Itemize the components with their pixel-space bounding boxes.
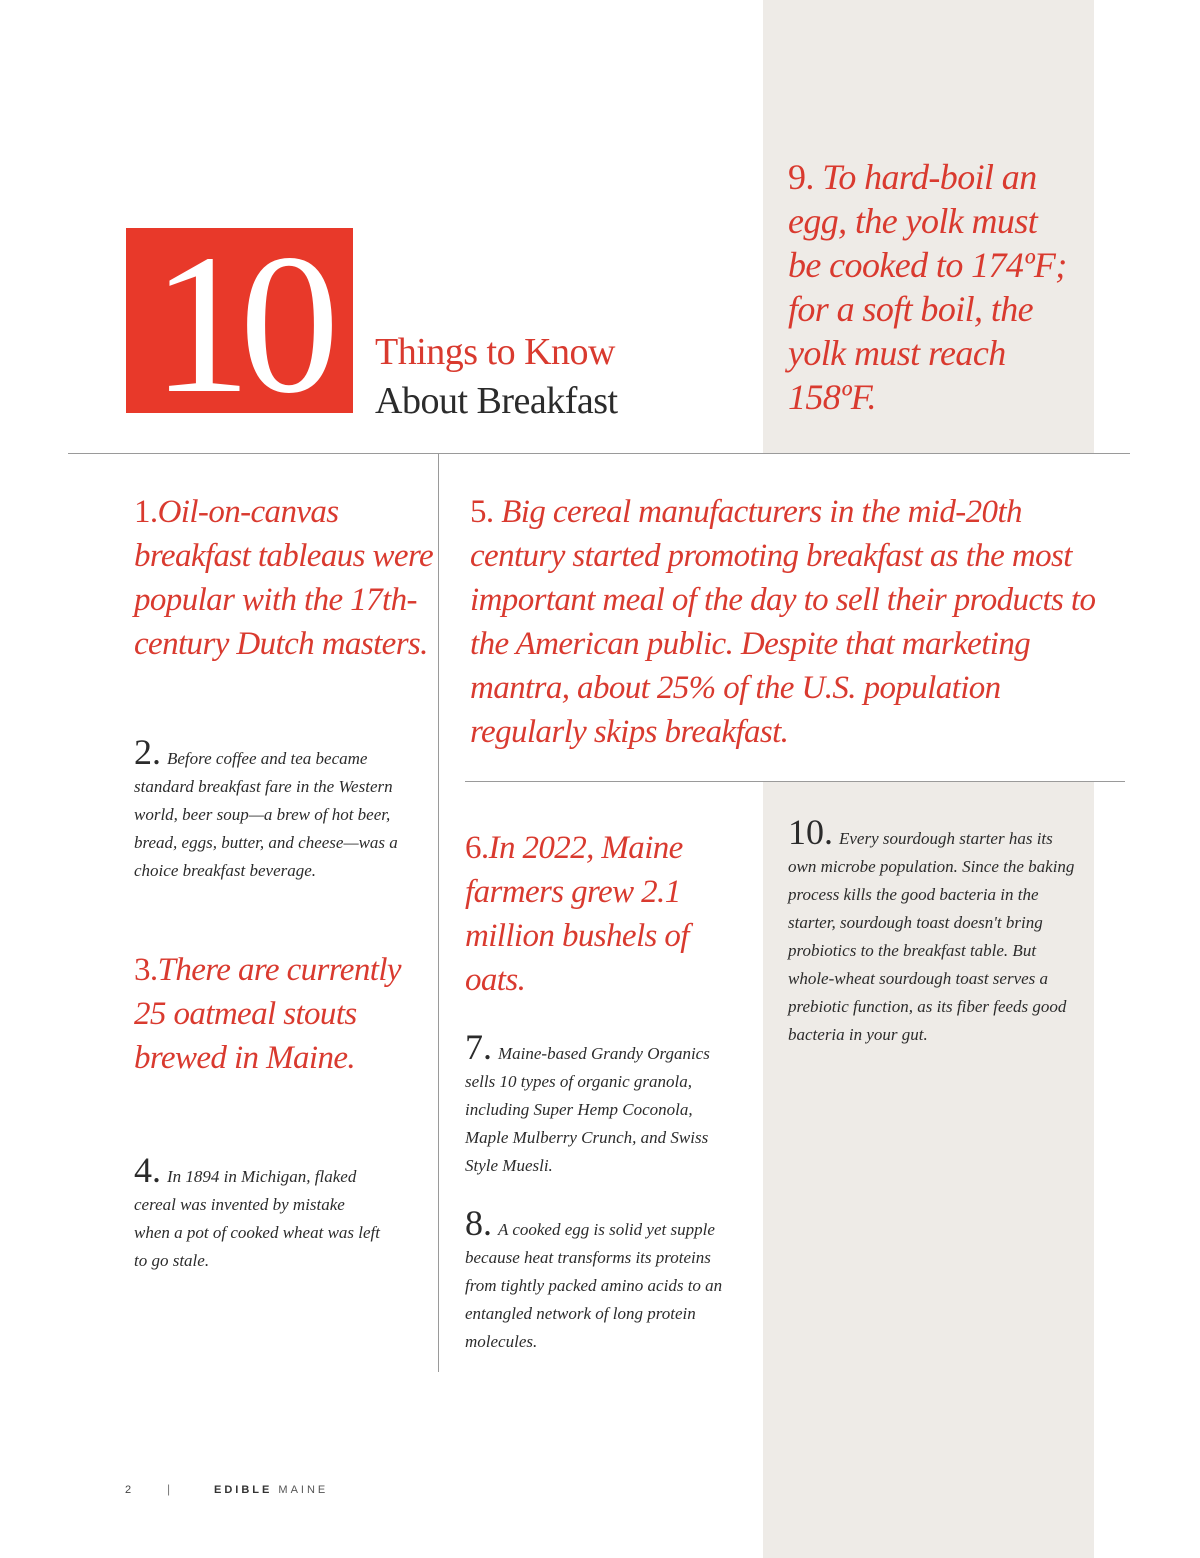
- fact-9: [788, 155, 1078, 419]
- fact-10-text: Every sourdough starter has its own microbe population. Since the baking process kills the good bacteria in the starter, sourdough toast doesn't bring probiotics to the breakfast table. But whole-wheat sourdough toast serves a prebiotic function, as its fiber feeds good bacteria in your gut.: [788, 829, 1075, 1044]
- fact-5-number: 5.: [470, 494, 494, 530]
- fact-6: [465, 826, 755, 1002]
- fact-7-text: Maine-based Grandy Organics sells 10 types of organic granola, including Super Hemp Coconola, Maple Mulberry Crunch, and Swiss Style Muesli.: [465, 1044, 710, 1175]
- footer-separator: |: [167, 1482, 171, 1496]
- fact-5-text: Big cereal manufacturers in the mid-20th century started promoting breakfast as the most important meal of the day to sell their products to the American public. Despite that marketing mantra, about 25% of the U.S. population regularly skips breakfast.: [470, 494, 1096, 750]
- fact-2-number: 2.: [134, 732, 161, 772]
- fact-4-number: 4.: [134, 1150, 161, 1190]
- fact-1-number: 1.: [134, 494, 158, 530]
- footer-brand-bold: EDIBLE: [214, 1484, 273, 1496]
- horizontal-divider-middle: [465, 781, 1125, 782]
- fact-4-text: In 1894 in Michigan, flaked cereal was invented by mistake when a pot of cooked wheat was left to go stale.: [134, 1167, 380, 1270]
- fact-7-number: 7.: [465, 1027, 492, 1067]
- fact-3-text: There are currently 25 oatmeal stouts brewed in Maine.: [134, 952, 401, 1076]
- fact-8-number: 8.: [465, 1203, 492, 1243]
- fact-9-text: To hard-boil an egg, the yolk must be cooked to 174ºF; for a soft boil, the yolk must reach 158ºF.: [788, 157, 1067, 417]
- fact-10-number: 10.: [788, 812, 833, 852]
- footer-brand-light: MAINE: [278, 1484, 329, 1496]
- fact-6-number: 6.: [465, 830, 489, 866]
- fact-8: [465, 1203, 745, 1356]
- vertical-divider: [438, 454, 439, 1372]
- fact-2-text: Before coffee and tea became standard breakfast fare in the Western world, beer soup—a brew of hot beer, bread, eggs, butter, and cheese—was a choice breakfast beverage.: [134, 749, 398, 880]
- footer-publication-name: [214, 1484, 328, 1496]
- fact-8-text: A cooked egg is solid yet supple because heat transforms its proteins from tightly packed amino acids to an entangled network of long protein molecules.: [465, 1220, 723, 1351]
- heading-title-line-1: Things to Know: [375, 331, 615, 373]
- fact-6-text: In 2022, Maine farmers grew 2.1 million bushels of oats.: [465, 830, 689, 998]
- fact-1-text: Oil-on-canvas breakfast tableaus were popular with the 17th-century Dutch masters.: [134, 494, 434, 662]
- fact-1: [134, 490, 434, 666]
- fact-7: [465, 1027, 735, 1180]
- fact-10: [788, 812, 1078, 1049]
- fact-3: [134, 948, 424, 1080]
- fact-5: [470, 490, 1110, 754]
- fact-9-number: 9.: [788, 157, 814, 197]
- fact-4: [134, 1150, 384, 1275]
- heading-number: 10: [151, 213, 328, 435]
- horizontal-divider-top: [68, 453, 1130, 454]
- fact-3-number: 3.: [134, 952, 158, 988]
- fact-2: [134, 732, 404, 885]
- heading-title-line-2: About Breakfast: [375, 380, 618, 422]
- footer-page-number: 2: [125, 1484, 133, 1496]
